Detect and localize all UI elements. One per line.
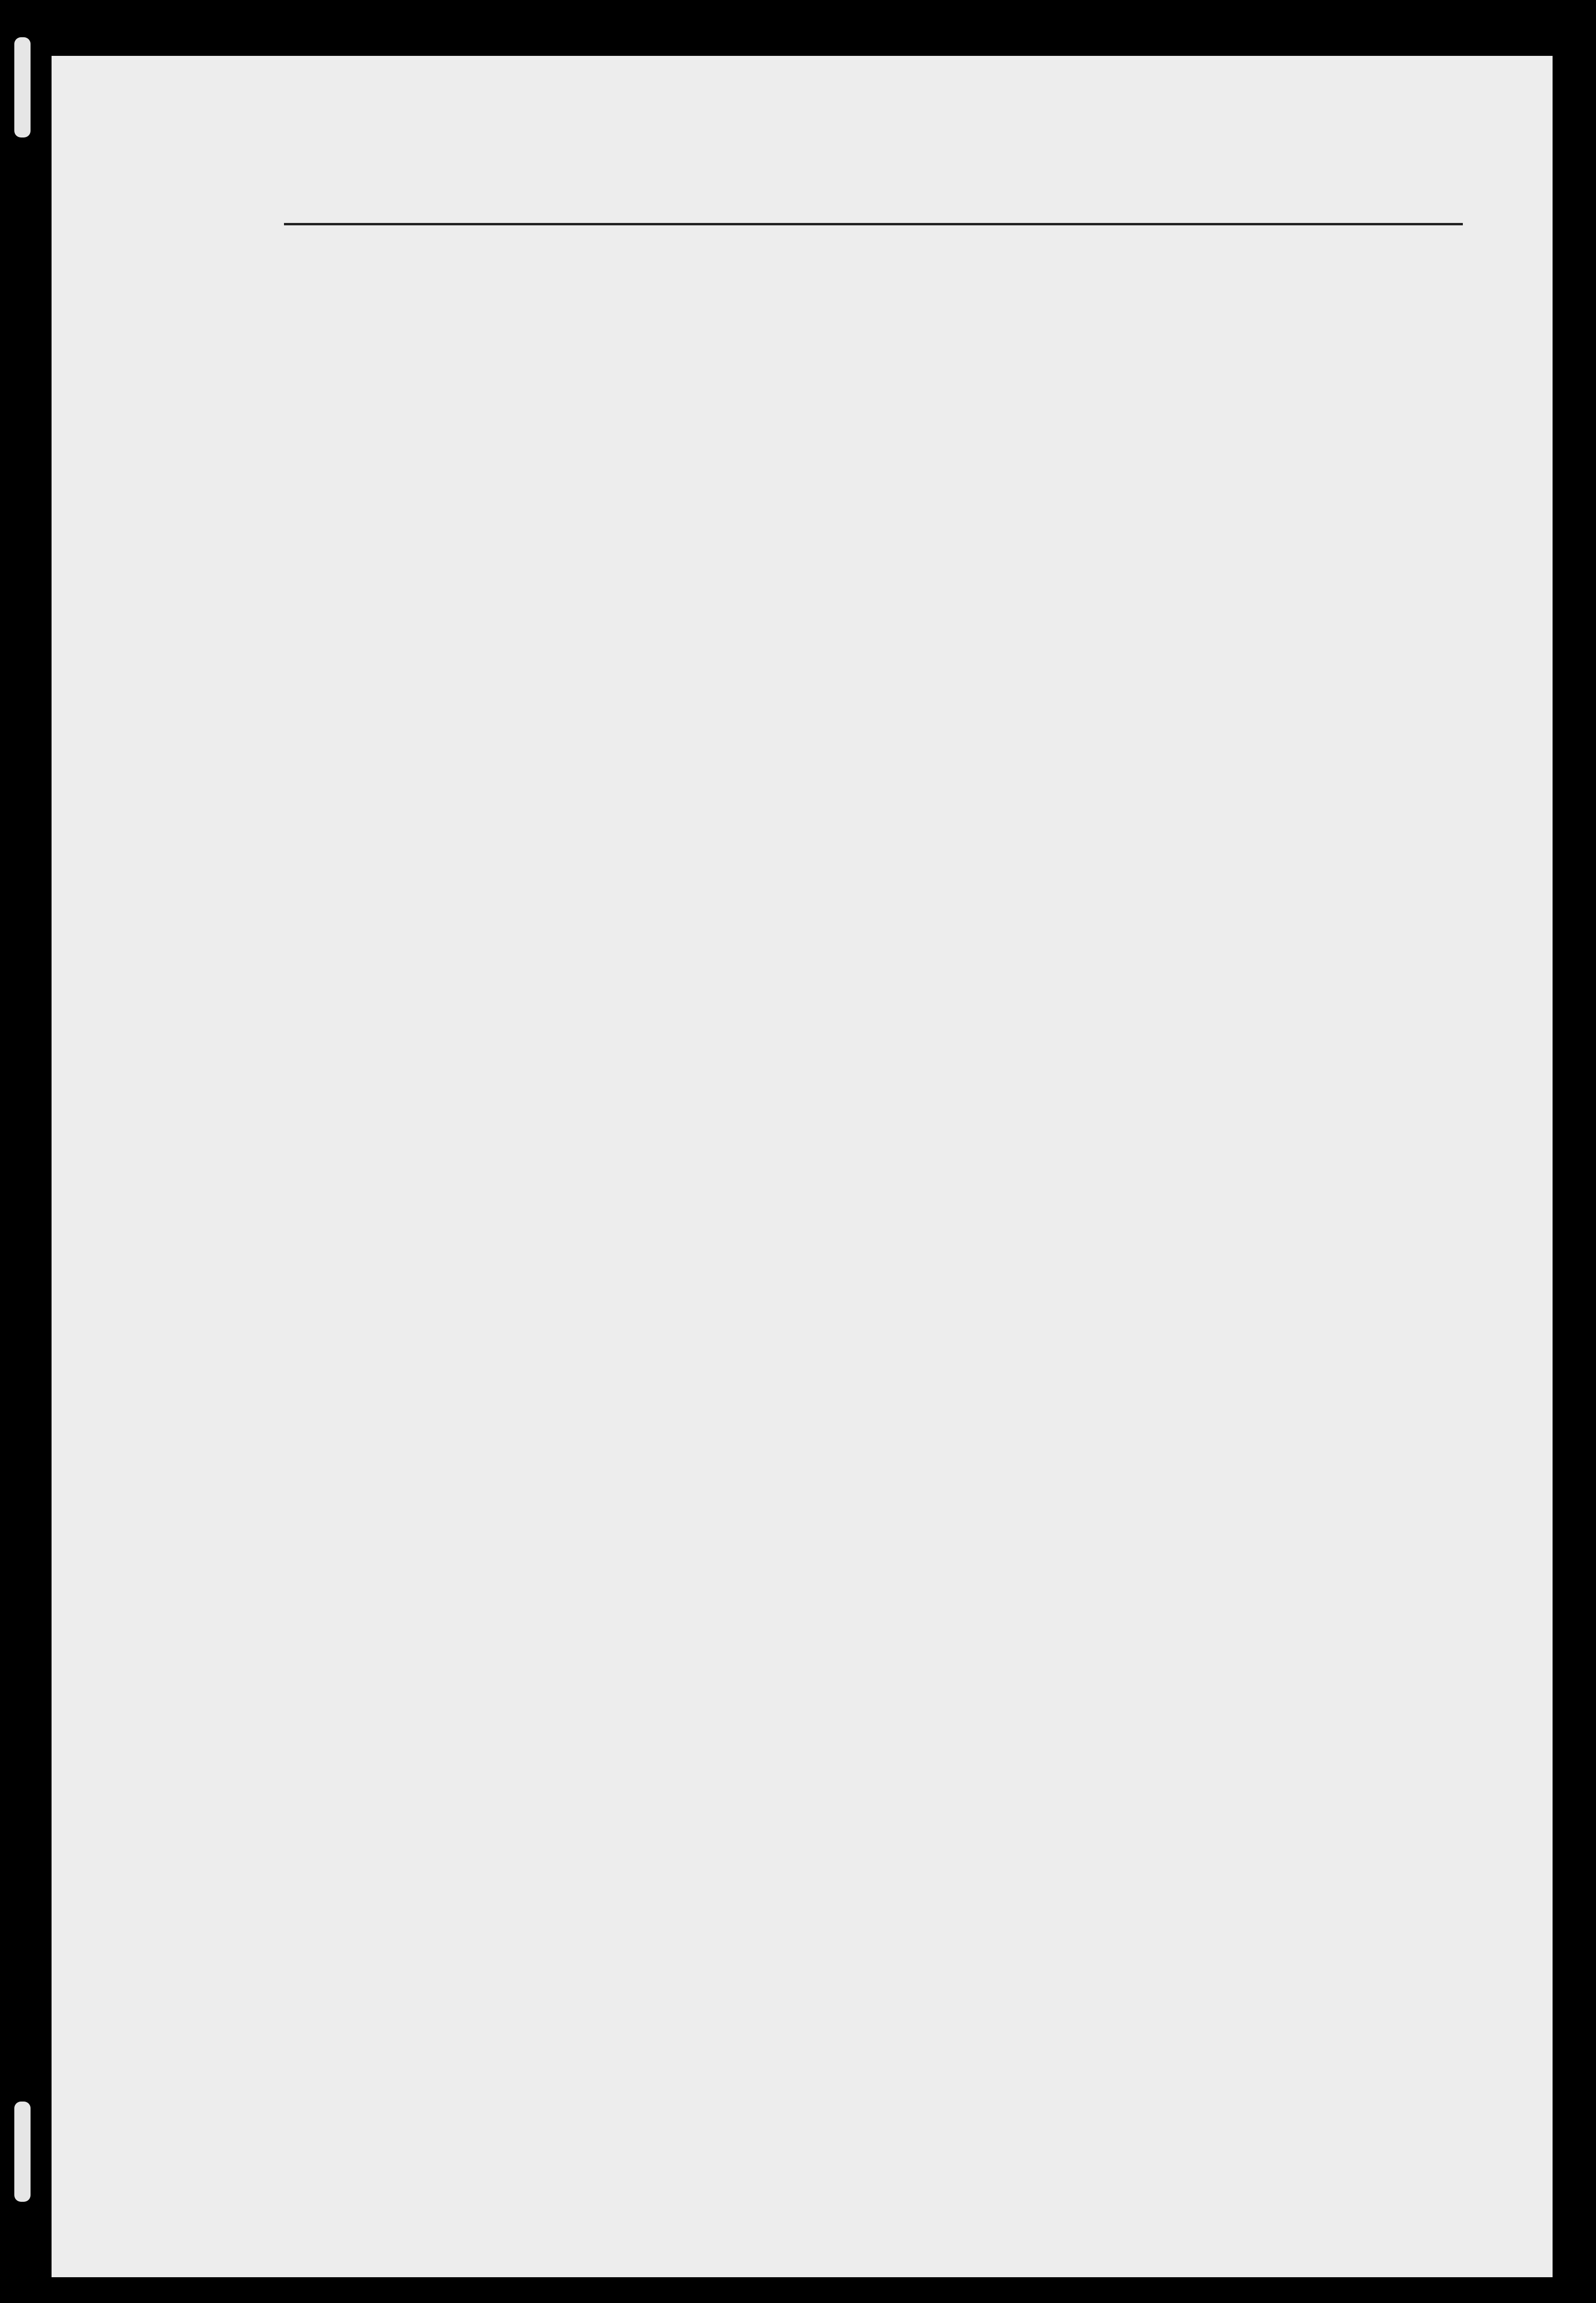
carried-forward: [284, 252, 1463, 290]
page-edge-tab-top: [14, 37, 31, 137]
page-header: [284, 151, 1463, 225]
page-content: [284, 151, 1463, 290]
appropriations-list: [284, 252, 1463, 290]
document-page: [52, 56, 1553, 2277]
page-edge-tab-bottom: [14, 2102, 31, 2202]
